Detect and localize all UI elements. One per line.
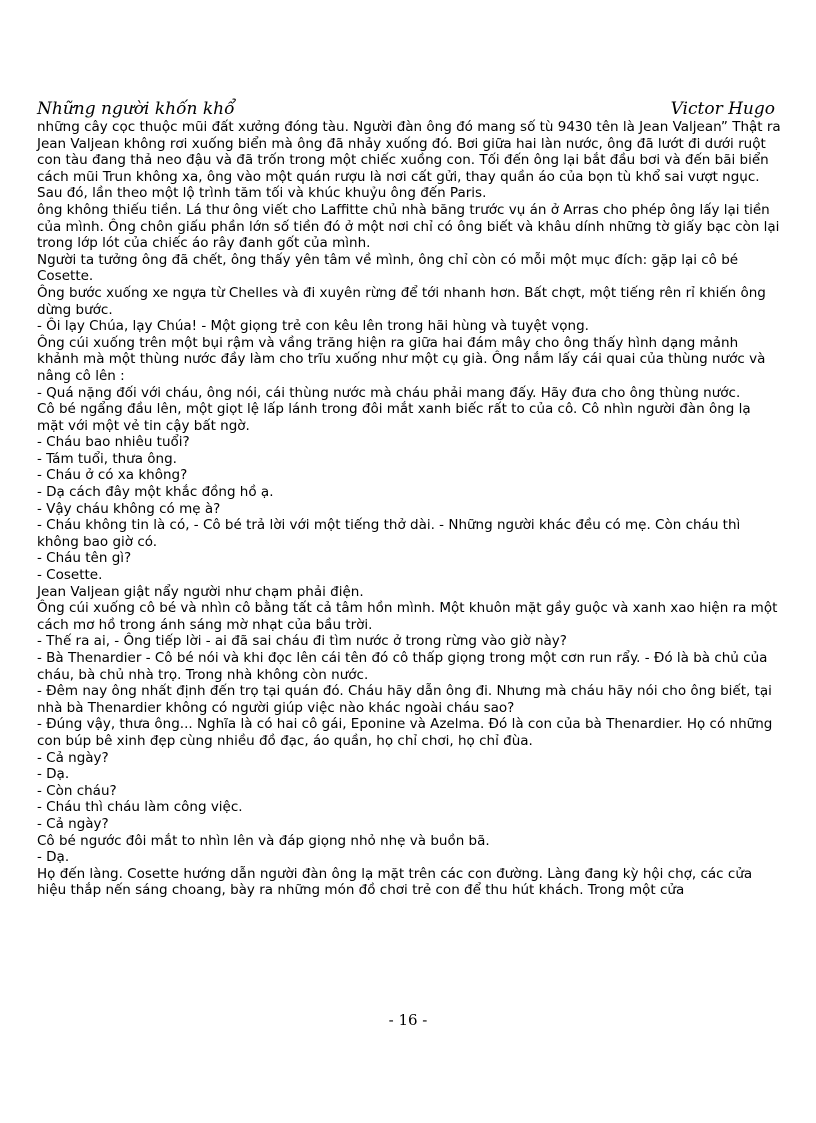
- paragraph: - Vậy cháu không có mẹ à?: [37, 500, 221, 517]
- paragraph: - Tám tuổi, thưa ông.: [37, 450, 177, 467]
- paragraph: Họ đến làng. Cosette hướng dẫn người đàn ông lạ mặt trên các con đường. Làng đang kỳ hội chợ, các cửa hiệu thắp nến sáng choang, bày ra những món đồ chơi trẻ con để thu hút khách. Trong một cửa: [37, 865, 753, 899]
- paragraph: Ông bước xuống xe ngựa từ Chelles và đi xuyên rừng để tới nhanh hơn. Bất chợt, một tiếng rên rỉ khiến ông dừng bước.: [37, 284, 766, 318]
- paragraph: - Cosette.: [37, 567, 103, 584]
- paragraph: Cô bé ngẩng đầu lên, một giọt lệ lấp lánh trong đôi mắt xanh biếc rất to của cô. Cô nhìn người đàn ông lạ mặt với một vẻ tin cậy bất ngờ.: [37, 401, 751, 434]
- paragraph: - Ôi lạy Chúa, lạy Chúa! - Một giọng trẻ con kêu lên trong hãi hùng và tuyệt vọng.: [37, 318, 589, 335]
- page-number: - 16 -: [388, 1011, 428, 1029]
- paragraph: - Đúng vậy, thưa ông... Nghĩa là có hai cô gái, Eponine và Azelma. Đó là con của bà Thenardier. Họ có những con búp bê xinh đẹp cùng nhiều đồ đạc, áo quần, họ chỉ chơi, họ chỉ đùa.: [37, 716, 773, 749]
- paragraph: Sau đó, lần theo một lộ trình tăm tối và khúc khuỷu ông đến Paris.: [37, 185, 487, 202]
- paragraph: - Cháu không tin là có, - Cô bé trả lời với một tiếng thở dài. - Những người khác đều có mẹ. Còn cháu thì không bao giờ có.: [37, 517, 741, 550]
- paragraph: - Thế ra ai, - Ông tiếp lời - ai đã sai cháu đi tìm nước ở trong rừng vào giờ này?: [37, 633, 567, 650]
- paragraph: Người ta tưởng ông đã chết, ông thấy yên tâm về mình, ông chỉ còn có mỗi một mục đích: gặp lại cô bé Cosette.: [37, 251, 739, 285]
- paragraph: - Cháu bao nhiêu tuổi?: [37, 434, 190, 451]
- paragraph: Ông cúi xuống trên một bụi rậm và vầng trăng hiện ra giữa hai đám mây cho ông thấy hình dạng mảnh khảnh mà một thùng nước đầy làm cho trĩu xuống như một cụ già. Ông nắm lấy cái quai của thùng nước và nâng cô lên :: [37, 334, 766, 384]
- author-name: Victor Hugo: [670, 99, 775, 119]
- book-title: Những người khốn khổ: [37, 99, 235, 119]
- paragraph: - Quá nặng đối với cháu, ông nói, cái thùng nước mà cháu phải mang đấy. Hãy đưa cho ông thùng nước.: [37, 384, 741, 401]
- paragraph: Ông cúi xuống cô bé và nhìn cô bằng tất cả tâm hồn mình. Một khuôn mặt gầy guộc và xanh xao hiện ra một cách mơ hồ trong ánh sáng mờ nhạt của bầu trời.: [37, 600, 778, 633]
- paragraph: - Dạ cách đây một khắc đồng hồ ạ.: [37, 484, 274, 501]
- body-text: [37, 119, 781, 899]
- paragraph: - Dạ.: [37, 849, 70, 866]
- paragraph: - Còn cháu?: [37, 782, 117, 799]
- paragraph: - Cháu thì cháu làm công việc.: [37, 799, 243, 816]
- paragraph: - Đêm nay ông nhất định đến trọ tại quán đó. Cháu hãy dẫn ông đi. Nhưng mà cháu hãy nói cho ông biết, tại nhà bà Thenardier không có người giúp việc nào khác ngoài cháu sao?: [37, 683, 772, 716]
- paragraph: - Bà Thenardier - Cô bé nói và khi đọc lên cái tên đó cô thấp giọng trong một cơn run rẩy. - Đó là bà chủ của cháu, bà chủ nhà trọ. Trong nhà không còn nước.: [37, 650, 768, 683]
- paragraph: - Cả ngày?: [37, 749, 109, 766]
- paragraph: ông không thiếu tiền. Lá thư ông viết cho Laffitte chủ nhà băng trước vụ án ở Arras cho phép ông lấy lại tiền của mình. Ông chôn giấu phần lớn số tiền đó ở một nơi chỉ có ông biết và khâu dính những tờ giấy bạc còn lại trong lớp lót của chiếc áo rây đanh gốt của mình.: [37, 201, 780, 252]
- paragraph: Cô bé ngước đôi mắt to nhìn lên và đáp giọng nhỏ nhẹ và buồn bã.: [37, 832, 490, 849]
- paragraph: - Cháu tên gì?: [37, 550, 132, 567]
- paragraph: - Dạ.: [37, 766, 70, 783]
- paragraph: - Cháu ở có xa không?: [37, 467, 188, 484]
- paragraph: - Cả ngày?: [37, 815, 109, 832]
- paragraph: Jean Valjean giật nẩy người như chạm phải điện.: [37, 583, 364, 600]
- paragraph: những cây cọc thuộc mũi đất xưởng đóng tàu. Người đàn ông đó mang số tù 9430 tên là Jean Valjean” Thật ra Jean Valjean không rơi xuống biển mà ông đã nhảy xuống đó. Bơi giữa hai làn nước, ông đã lướt đi dưới ruột con tàu đang thả neo đậu và đã trốn trong một chiếc xuồng con. Tối đến ông lại bắt đầu bơi và đến bãi biển cách mũi Trun không xa, ông vào một quán rượu là nơi cất gửi, thay quần áo của bọn tù khổ sai vượt ngục.: [37, 119, 781, 185]
- running-header: [37, 99, 775, 121]
